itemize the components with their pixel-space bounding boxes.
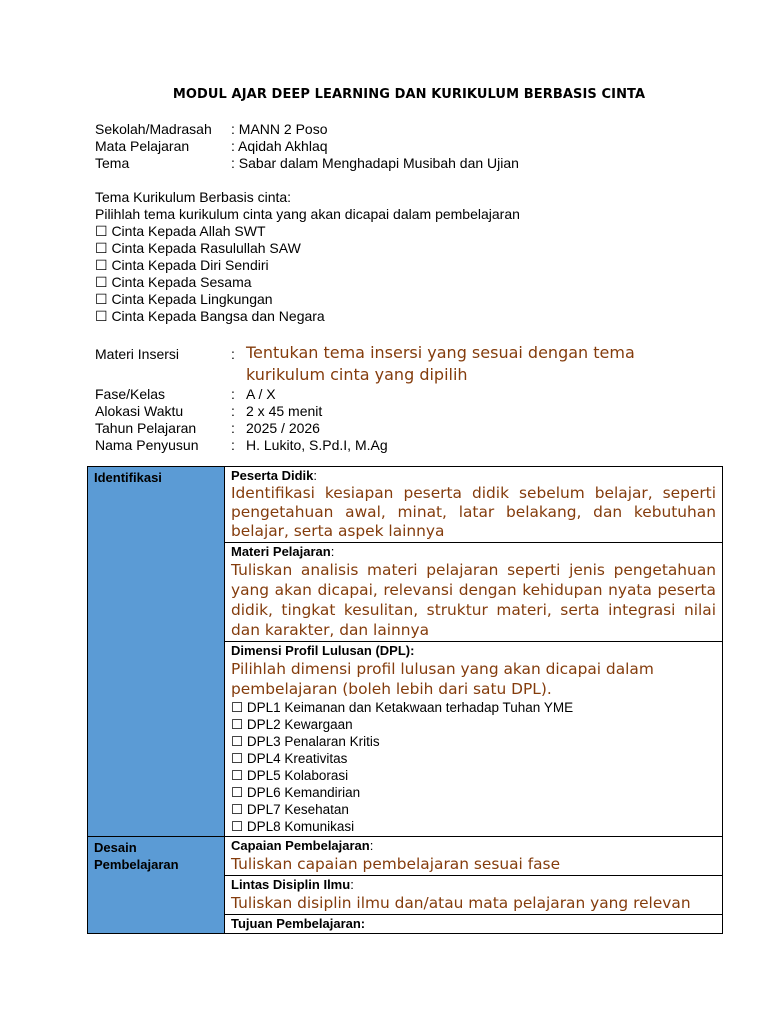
- section-colon: :: [369, 838, 374, 853]
- section-colon: :: [350, 877, 354, 892]
- kbc-option[interactable]: ☐ Cinta Kepada Diri Sendiri: [95, 257, 269, 273]
- kbc-option[interactable]: ☐ Cinta Kepada Lingkungan: [95, 291, 273, 307]
- identity-label: Mata Pelajaran: [95, 138, 190, 154]
- details-colon: :: [231, 386, 235, 402]
- tujuan-heading: [231, 916, 716, 932]
- details-colon: :: [231, 420, 235, 436]
- lintas-disiplin-heading: [231, 877, 716, 893]
- section-label: Materi Pelajaran: [231, 544, 331, 559]
- dpl-heading: Dimensi Profil Lulusan (DPL):: [231, 643, 415, 658]
- details-value: 2 x 45 menit: [246, 403, 323, 419]
- module-table: [87, 466, 723, 934]
- dpl-cell[interactable]: [225, 642, 723, 837]
- dpl-instruction: Pilihlah dimensi profil lulusan yang akan dicapai dalam pembelajaran (boleh lebih dari satu DPL).: [231, 660, 654, 698]
- details-label: Nama Penyusun: [95, 437, 199, 453]
- kbc-option[interactable]: ☐ Cinta Kepada Bangsa dan Negara: [95, 308, 325, 324]
- kbc-option[interactable]: ☐ Cinta Kepada Sesama: [95, 274, 252, 290]
- identity-row-school: [95, 121, 519, 138]
- lintas-disiplin-cell[interactable]: [225, 876, 723, 915]
- table-row: [88, 467, 723, 543]
- document-title: MODUL AJAR DEEP LEARNING DAN KURIKULUM BERBASIS CINTA: [172, 87, 646, 102]
- details-row-penyusun: [95, 437, 686, 454]
- details-label: Materi Insersi: [95, 346, 180, 362]
- details-value: 2025 / 2026: [246, 420, 320, 436]
- materi-pelajaran-instruction: Tuliskan analisis materi pelajaran seperti jenis pengetahuan yang akan dicapai, relevansi dengan kehidupan nyata peserta didik, tingkat kesulitan, struktur materi, serta integrasi nilai dan karakter, dan lainnya: [231, 561, 716, 639]
- dpl-option[interactable]: ☐ DPL3 Penalaran Kritis: [231, 734, 380, 749]
- details-row-materi: [95, 342, 686, 386]
- identity-row-subject: [95, 138, 519, 155]
- kbc-block: [95, 189, 520, 325]
- capaian-instruction: Tuliskan capaian pembelajaran sesuai fase: [231, 855, 561, 873]
- tujuan-cell[interactable]: [225, 915, 723, 934]
- identity-label: Tema: [95, 155, 130, 171]
- capaian-heading: [231, 838, 716, 854]
- kbc-instruction: Pilihlah tema kurikulum cinta yang akan dicapai dalam pembelajaran: [95, 206, 520, 222]
- section-colon: :: [313, 468, 317, 483]
- lintas-disiplin-instruction: Tuliskan disiplin ilmu dan/atau mata pelajaran yang relevan: [231, 894, 691, 912]
- identity-label: Sekolah/Madrasah: [95, 121, 212, 137]
- dpl-option[interactable]: ☐ DPL7 Kesehatan: [231, 802, 349, 817]
- details-value: H. Lukito, S.Pd.I, M.Ag: [246, 437, 388, 453]
- identity-value: : Aqidah Akhlaq: [231, 138, 328, 154]
- dpl-option[interactable]: ☐ DPL5 Kolaborasi: [231, 768, 349, 783]
- kbc-heading: Tema Kurikulum Berbasis cinta:: [95, 189, 292, 205]
- peserta-didik-heading: [231, 468, 716, 484]
- section-label: Peserta Didik: [231, 468, 314, 483]
- capaian-cell[interactable]: [225, 837, 723, 876]
- details-value: A / X: [246, 386, 276, 402]
- kbc-option[interactable]: ☐ Cinta Kepada Rasulullah SAW: [95, 240, 301, 256]
- section-colon: :: [330, 544, 335, 559]
- dpl-option[interactable]: ☐ DPL4 Kreativitas: [231, 751, 348, 766]
- identity-value: : MANN 2 Poso: [231, 121, 328, 137]
- materi-pelajaran-heading: [231, 544, 716, 560]
- desain-header-cell: Desain Pembelajaran: [88, 837, 225, 934]
- details-label: Tahun Pelajaran: [95, 420, 197, 436]
- section-label: Tujuan Pembelajaran: [231, 916, 361, 931]
- dpl-option[interactable]: ☐ DPL2 Kewargaan: [231, 717, 353, 732]
- details-colon: :: [231, 346, 235, 362]
- table-row: [88, 837, 723, 876]
- section-colon: :: [360, 916, 366, 931]
- section-label: Capaian Pembelajaran: [231, 838, 370, 853]
- details-label: Fase/Kelas: [95, 386, 166, 402]
- materi-insersi-instruction: Tentukan tema insersi yang sesuai dengan tema kurikulum cinta yang dipilih: [246, 343, 635, 384]
- details-label: Alokasi Waktu: [95, 403, 184, 419]
- details-colon: :: [231, 403, 235, 419]
- materi-pelajaran-cell[interactable]: [225, 543, 723, 642]
- kbc-option[interactable]: ☐ Cinta Kepada Allah SWT: [95, 223, 266, 239]
- identifikasi-header-cell: Identifikasi: [88, 467, 225, 837]
- details-row-alokasi: [95, 403, 686, 420]
- identity-row-theme: [95, 155, 519, 172]
- dpl-option[interactable]: ☐ DPL6 Kemandirian: [231, 785, 361, 800]
- identity-value: : Sabar dalam Menghadapi Musibah dan Ujian: [231, 155, 519, 171]
- section-label: Lintas Disiplin Ilmu: [231, 877, 351, 892]
- details-colon: :: [231, 437, 235, 453]
- dpl-option[interactable]: ☐ DPL8 Komunikasi: [231, 819, 355, 834]
- details-row-fase: [95, 386, 686, 403]
- details-row-tahun: [95, 420, 686, 437]
- peserta-didik-instruction: Identifikasi kesiapan peserta didik sebelum belajar, seperti pengetahuan awal, minat, latar belakang, dan kebutuhan belajar, serta aspek lainnya: [231, 484, 716, 540]
- identity-block: [95, 121, 519, 172]
- peserta-didik-cell[interactable]: [225, 467, 723, 543]
- details-block: [95, 342, 686, 454]
- dpl-option[interactable]: ☐ DPL1 Keimanan dan Ketakwaan terhadap Tuhan YME: [231, 700, 574, 715]
